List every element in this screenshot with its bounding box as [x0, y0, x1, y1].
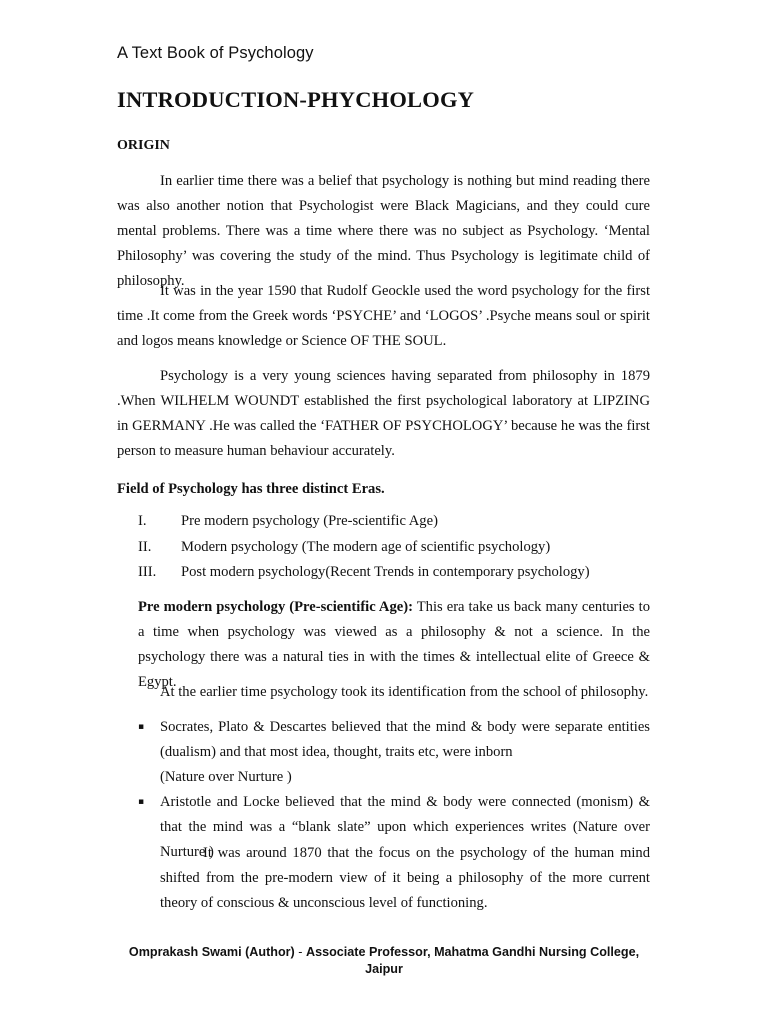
- premodern-lead: Pre modern psychology (Pre-scientific Age):: [138, 599, 413, 615]
- list-item-text: Post modern psychology(Recent Trends in contemporary psychology): [181, 564, 590, 580]
- list-item-text: Pre modern psychology (Pre-scientific Age): [181, 513, 438, 529]
- bullet-text: Aristotle and Locke believed that the mind & body were connected (monism) & that the mind was a “blank slate” upon which experiences writes (Nature over Nurture ): [160, 794, 650, 860]
- final-paragraph: It was around 1870 that the focus on the psychology of the human mind shifted from the pre-modern view of it being a philosophy of the more current theory of conscious & unconscious level of functioning.: [160, 845, 650, 911]
- list-item-numeral: III.: [138, 564, 157, 580]
- square-bullet-icon: ▪: [138, 722, 145, 732]
- paragraph-origin-2: It was in the year 1590 that Rudolf Geockle used the word psychology for the first time .It come from the Greek words ‘PSYCHE’ and ‘LOGOS’ .Psyche means soul or spirit and logos means knowledge or Science OF THE SOUL.: [117, 283, 650, 349]
- eras-heading: Field of Psychology has three distinct Eras.: [117, 481, 385, 497]
- section-heading-origin: ORIGIN: [117, 138, 170, 153]
- eras-list: [138, 509, 650, 586]
- page-footer: [100, 944, 668, 978]
- paragraph-origin-1: In earlier time there was a belief that psychology is nothing but mind reading there was also another notion that Psychologist were Black Magicians, and they could cure mental problems. There was a time where there was no subject as Psychology. ‘Mental Philosophy’ was covering the study of the mind. Thus Psychology is legitimate child of philosophy.: [117, 173, 650, 289]
- bullet-text: Socrates, Plato & Descartes believed that the mind & body were separate entities (dualism) and that most idea, thought, traits etc, were inborn: [160, 719, 650, 760]
- list-item: [138, 560, 650, 586]
- bullet-note: (Nature over Nurture ): [160, 769, 292, 785]
- footer-author: Omprakash Swami (Author): [128, 945, 295, 959]
- list-item-numeral: II.: [138, 538, 152, 555]
- footer-affiliation: Associate Professor, Mahatma Gandhi Nursing College,: [305, 945, 640, 959]
- square-bullet-icon: ▪: [138, 797, 145, 807]
- footer-line-1: [100, 944, 668, 961]
- footer-separator: -: [294, 945, 306, 959]
- bullet-item: [138, 715, 650, 790]
- paragraph-origin-3: Psychology is a very young sciences having separated from philosophy in 1879 .When WILHELM WOUNDT established the first psychological laboratory at LIPZING in GERMANY .He was called the ‘FATHER OF PSYCHOLOGY’ because he was the first person to measure human behaviour accurately.: [117, 368, 650, 459]
- list-item: [138, 509, 650, 535]
- premodern-text: This era take us back many centuries to a time when psychology was viewed as a philosophy & not a science. In the psychology there was a natural ties in with the times & intellectual elite of Greece & Egypt.: [138, 599, 650, 690]
- list-item-text: Modern psychology (The modern age of scientific psychology): [181, 538, 551, 555]
- earlier-paragraph: At the earlier time psychology took its identification from the school of philosophy.: [160, 684, 649, 700]
- page-title: INTRODUCTION-PHYCHOLOGY: [117, 87, 475, 112]
- running-header: A Text Book of Psychology: [117, 44, 314, 62]
- footer-line-2: Jaipur: [365, 962, 403, 976]
- list-item-numeral: I.: [138, 513, 147, 529]
- list-item: [138, 535, 650, 561]
